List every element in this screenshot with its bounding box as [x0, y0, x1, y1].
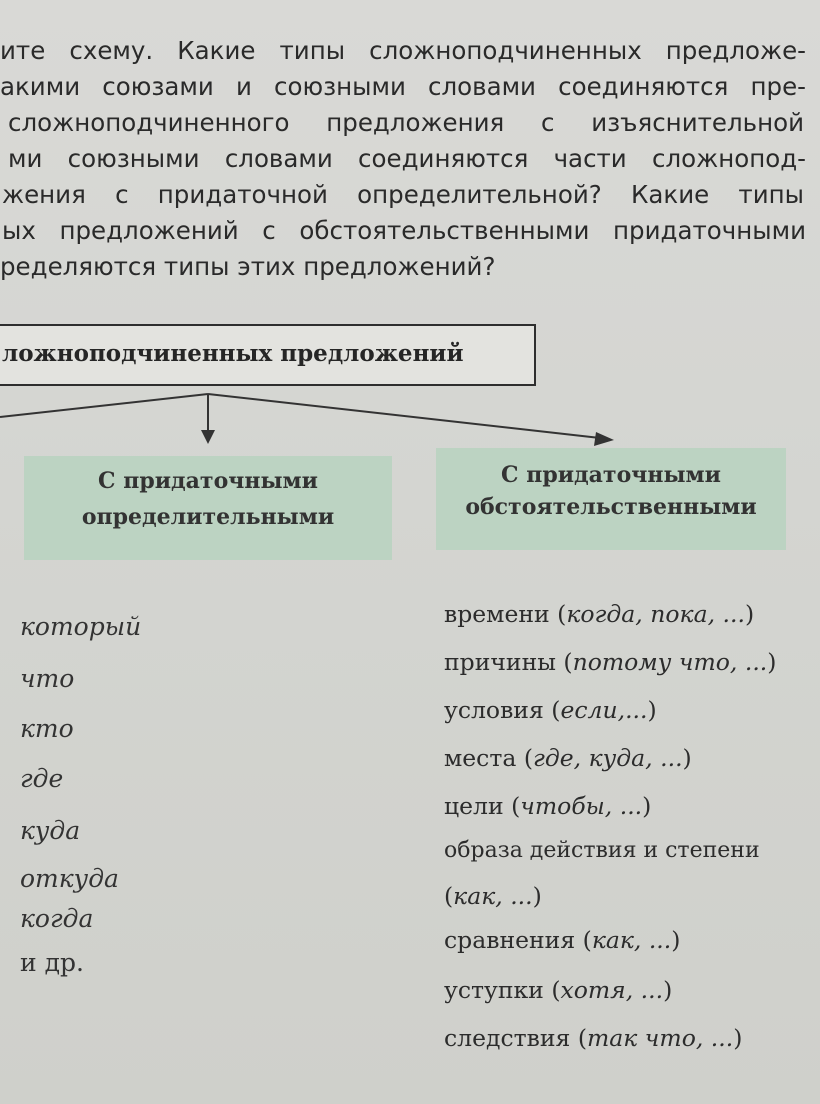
task-text-line-7: ределяются типы этих предложений? — [0, 252, 496, 281]
attributive-title-line-1: С придаточными — [98, 468, 318, 494]
attributive-category-box — [24, 456, 392, 560]
word-item: который — [20, 612, 142, 641]
clause-type-place: места (где, куда, ...) — [444, 744, 692, 772]
scheme-connector-arrows — [0, 380, 820, 450]
clause-type-manner-examples: (как, ...) — [444, 882, 542, 910]
word-item: что — [20, 664, 75, 693]
word-item: откуда — [20, 864, 119, 893]
clause-type-condition: условия (если,...) — [444, 696, 657, 724]
clause-type-consequence: следствия (так что, ...) — [444, 1024, 743, 1052]
task-text-line-2: акими союзами и союзными словами соединяются пре- — [0, 72, 806, 101]
word-item: где — [20, 764, 64, 793]
word-item: куда — [20, 816, 81, 845]
attributive-title-line-2: определительными — [81, 504, 335, 530]
word-item: когда — [20, 904, 94, 933]
arrowhead-attributive-icon — [201, 430, 215, 444]
clause-type-time: времени (когда, пока, ...) — [444, 600, 755, 628]
clause-type-comparison: сравнения (как, ...) — [444, 926, 681, 954]
task-text-line-6: ых предложений с обстоятельственными придаточными — [2, 216, 806, 245]
clause-type-purpose: цели (чтобы, ...) — [444, 792, 652, 820]
task-text-line-3: сложноподчиненного предложения с изъяснительной — [8, 108, 804, 137]
adverbial-title-line-1: С придаточными — [501, 462, 721, 488]
connector-line-left — [0, 394, 208, 417]
word-item: кто — [20, 714, 74, 743]
clause-type-cause: причины (потому что, ...) — [444, 648, 777, 676]
task-text-line-1: ите схему. Какие типы сложноподчиненных предложе- — [0, 36, 806, 65]
clause-type-concession: уступки (хотя, ...) — [444, 976, 673, 1004]
arrowhead-adverbial-icon — [594, 432, 614, 446]
clause-type-manner: образа действия и степени — [444, 838, 760, 863]
scheme-header-box — [0, 324, 536, 386]
task-text-line-5: жения с придаточной определительной? Какие типы — [2, 180, 804, 209]
etc-label: и др. — [20, 948, 84, 977]
task-text-line-4: ми союзными словами соединяются части сложнопод- — [8, 144, 806, 173]
adverbial-category-box — [436, 448, 786, 550]
connector-line-right — [208, 394, 600, 438]
adverbial-title-line-2: обстоятельственными — [465, 494, 757, 520]
scheme-header-title: ложноподчиненных предложений — [2, 340, 464, 367]
